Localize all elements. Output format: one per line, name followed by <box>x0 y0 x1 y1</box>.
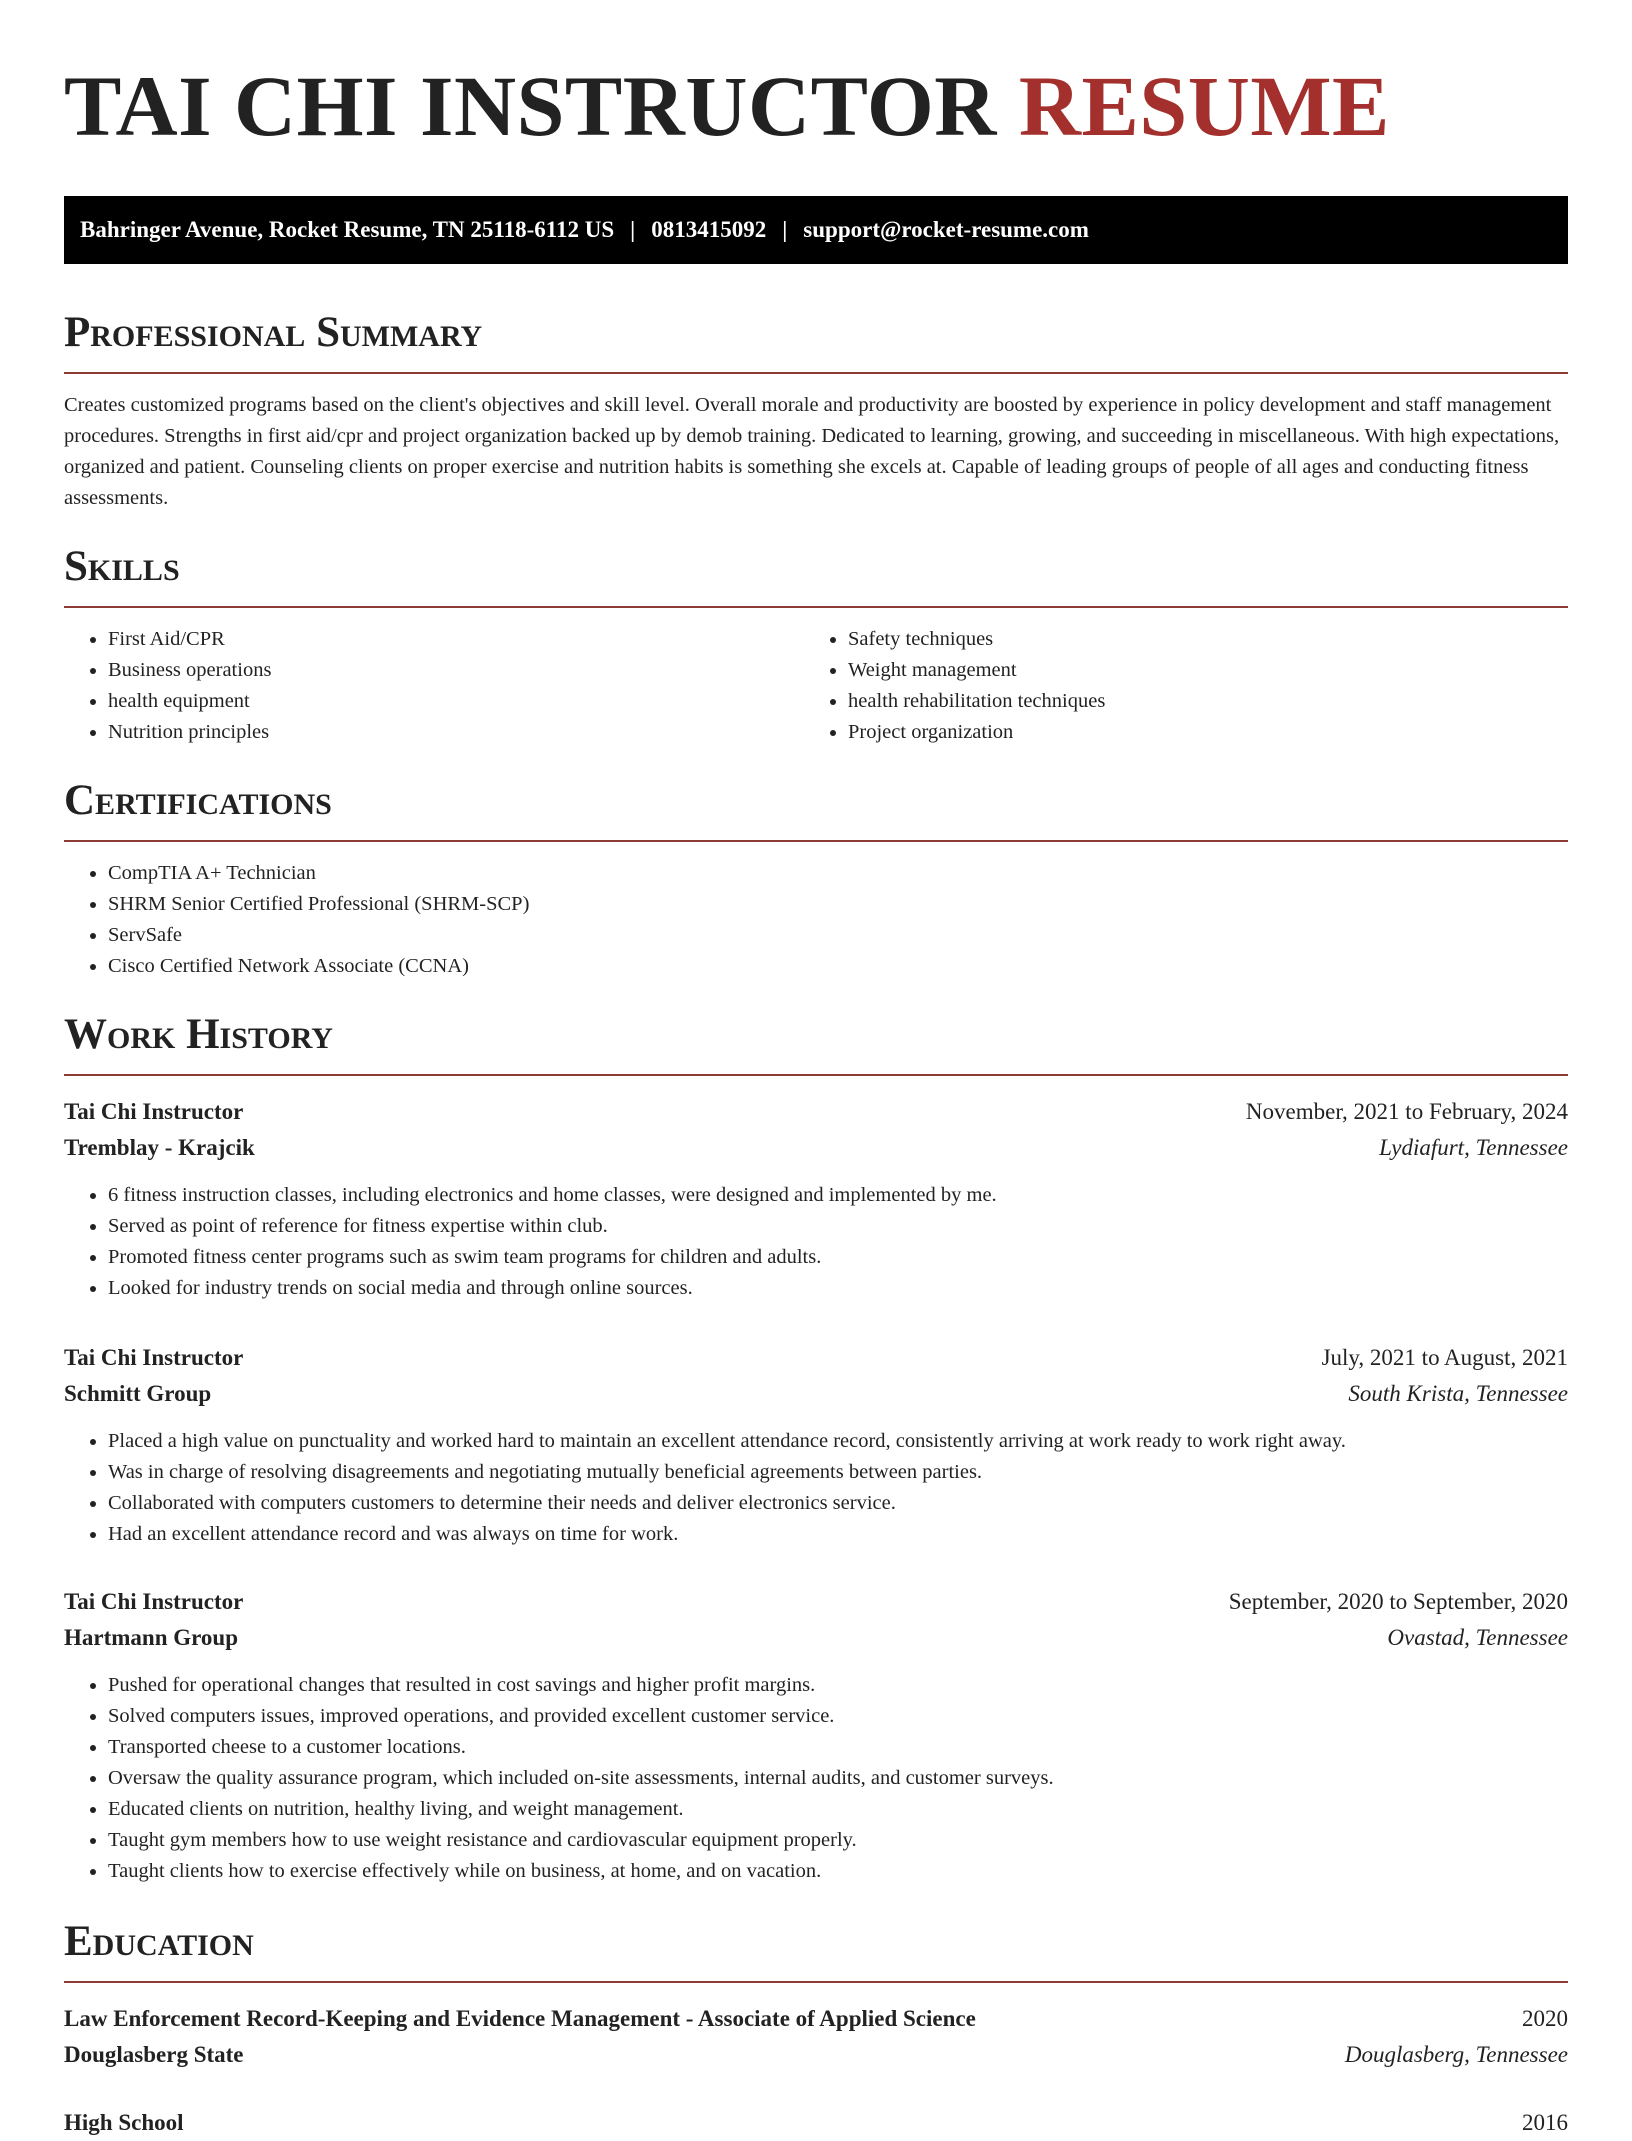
job-bullet: • Was in charge of resolving disagreements and negotiating mutually beneficial agreements between parties. <box>108 1457 1568 1488</box>
section-divider <box>64 840 1568 842</box>
education-degree: Law Enforcement Record-Keeping and Evidence Management - Associate of Applied Science <box>64 2006 976 2031</box>
job-bullet: • Promoted fitness center programs such as swim team programs for children and adults. <box>108 1242 1568 1273</box>
section-heading: Professional Summary <box>64 309 483 356</box>
job-bullet: • Taught clients how to exercise effectively while on business, at home, and on vacation. <box>108 1856 1568 1887</box>
job-title: Tai Chi Instructor <box>64 1345 244 1370</box>
job-dates: September, 2020 to September, 2020 <box>1228 1589 1568 1614</box>
job-bullet: • Served as point of reference for fitness expertise within club. <box>108 1211 1568 1242</box>
job-entry <box>64 1584 1568 1887</box>
section-heading: Certifications <box>64 777 332 824</box>
job-bullet: • Placed a high value on punctuality and worked hard to maintain an excellent attendance record, consistently arriving at work ready to work right away. <box>108 1426 1568 1457</box>
certifications-section <box>64 776 1568 982</box>
skill-item: • Weight management <box>848 655 1544 686</box>
education-section <box>64 1917 1568 2141</box>
job-bullets <box>64 1180 1568 1304</box>
contact-address: Bahringer Avenue, Rocket Resume, TN 25118-6112 US <box>80 217 615 242</box>
job-company: Hartmann Group <box>64 1625 239 1650</box>
section-heading: Skills <box>64 543 180 590</box>
skill-item: • health rehabilitation techniques <box>848 686 1544 717</box>
job-bullet: • Solved computers issues, improved operations, and provided excellent customer service. <box>108 1701 1568 1732</box>
education-year: 2020 <box>1522 2006 1568 2031</box>
job-bullet: • Educated clients on nutrition, healthy living, and weight management. <box>108 1794 1568 1825</box>
job-company-row <box>64 1130 1568 1166</box>
skill-item: • First Aid/CPR <box>108 624 804 655</box>
job-bullet: • Had an excellent attendance record and was always on time for work. <box>108 1519 1568 1550</box>
job-title: Tai Chi Instructor <box>64 1589 244 1614</box>
resume-title <box>64 0 1568 156</box>
education-year: 2016 <box>1522 2110 1568 2135</box>
job-header-row <box>64 1094 1568 1130</box>
summary-text: Creates customized programs based on the client's objectives and skill level. Overall morale and productivity are boosted by experience in policy development and staff management procedures. Strengths in first aid/cpr and project organization backed up by demob training. Dedicated to learning, growing, and succeeding in miscellaneous. With high expectations, organized and patient. Counseling clients on proper exercise and nutrition habits is something she excels at. Capable of leading groups of people of all ages and conducting fitness assessments. <box>64 394 1560 509</box>
job-bullet: • Taught gym members how to use weight resistance and cardiovascular equipment properly. <box>108 1825 1568 1856</box>
job-location: Ovastad, Tennessee <box>1387 1625 1568 1650</box>
job-company: Tremblay - Krajcik <box>64 1135 255 1160</box>
skills-grid <box>64 624 1568 748</box>
job-bullet: • Collaborated with computers customers to determine their needs and deliver electronics service. <box>108 1488 1568 1519</box>
job-company-row <box>64 1620 1568 1656</box>
contact-email: support@rocket-resume.com <box>803 217 1089 242</box>
education-degree: High School <box>64 2110 184 2135</box>
skill-item: • Project organization <box>848 717 1544 748</box>
section-divider <box>64 1981 1568 1983</box>
section-heading: Education <box>64 1918 254 1965</box>
skills-section <box>64 542 1568 748</box>
section-divider <box>64 1074 1568 1076</box>
job-company: Schmitt Group <box>64 1381 212 1406</box>
section-heading: Work History <box>64 1011 333 1058</box>
certification-item: • SHRM Senior Certified Professional (SHRM-SCP) <box>108 889 1568 920</box>
job-bullet: • Oversaw the quality assurance program, which included on-site assessments, internal audits, and customer surveys. <box>108 1763 1568 1794</box>
certification-item: • ServSafe <box>108 920 1568 951</box>
job-header-row <box>64 1340 1568 1376</box>
certification-item: • CompTIA A+ Technician <box>108 858 1568 889</box>
job-title: Tai Chi Instructor <box>64 1099 244 1124</box>
skill-item: • health equipment <box>108 686 804 717</box>
title-accent: RESUME <box>1018 58 1390 154</box>
job-location: Lydiafurt, Tennessee <box>1379 1135 1568 1160</box>
contact-phone: 0813415092 <box>651 217 767 242</box>
section-divider <box>64 606 1568 608</box>
education-degree-row <box>64 2105 1568 2141</box>
summary-section <box>64 308 1568 514</box>
job-company-row <box>64 1376 1568 1412</box>
job-bullet: • Transported cheese to a customer locations. <box>108 1732 1568 1763</box>
skills-list-left <box>64 624 804 748</box>
job-bullet: • Looked for industry trends on social media and through online sources. <box>108 1273 1568 1304</box>
job-dates: November, 2021 to February, 2024 <box>1245 1099 1568 1124</box>
job-location: South Krista, Tennessee <box>1348 1381 1568 1406</box>
section-divider <box>64 372 1568 374</box>
skill-item: • Nutrition principles <box>108 717 804 748</box>
skill-item: • Safety techniques <box>848 624 1544 655</box>
job-bullet: • 6 fitness instruction classes, including electronics and home classes, were designed and implemented by me. <box>108 1180 1568 1211</box>
title-main: TAI CHI INSTRUCTOR <box>64 58 997 154</box>
job-bullets <box>64 1670 1568 1887</box>
education-entry <box>64 2105 1568 2141</box>
contact-separator: | <box>630 217 636 242</box>
certifications-list <box>64 858 1568 982</box>
skill-item: • Business operations <box>108 655 804 686</box>
certification-item: • Cisco Certified Network Associate (CCNA) <box>108 951 1568 982</box>
education-school-row <box>64 2037 1568 2073</box>
education-location: Douglasberg, Tennessee <box>1344 2042 1568 2067</box>
work-history-section <box>64 1010 1568 1887</box>
education-degree-row <box>64 2001 1568 2037</box>
job-bullet: • Pushed for operational changes that resulted in cost savings and higher profit margins. <box>108 1670 1568 1701</box>
contact-bar <box>64 196 1568 264</box>
education-entry <box>64 2001 1568 2073</box>
job-entry <box>64 1340 1568 1550</box>
contact-separator: | <box>782 217 788 242</box>
skills-list-right <box>804 624 1544 748</box>
job-dates: July, 2021 to August, 2021 <box>1321 1345 1568 1370</box>
job-bullets <box>64 1426 1568 1550</box>
education-school: Douglasberg State <box>64 2042 244 2067</box>
job-entry <box>64 1094 1568 1304</box>
job-header-row <box>64 1584 1568 1620</box>
